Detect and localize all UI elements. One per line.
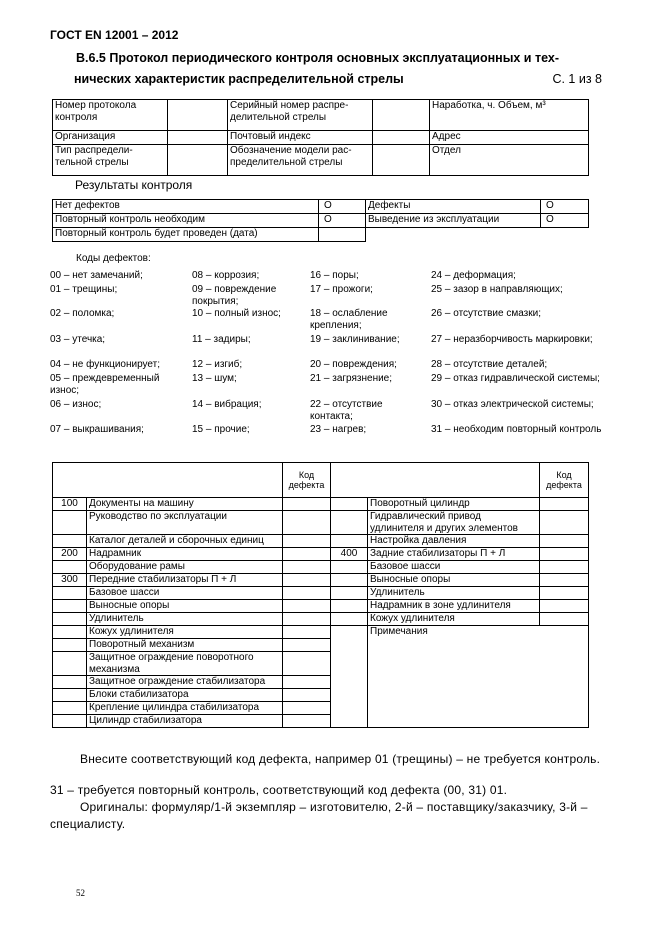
recheck-date-field[interactable]: [319, 228, 366, 242]
notes-gap-cell: [331, 626, 368, 728]
model-designation-field[interactable]: [373, 145, 430, 176]
table-header-row: [53, 463, 589, 498]
table-row: [53, 626, 589, 639]
defect-code-item: 13 – шум;: [192, 373, 237, 384]
defect-code-item: 23 – нагрев;: [310, 424, 367, 435]
defect-code-item: 27 – неразборчивость маркировки;: [431, 334, 593, 345]
item-name: Цилиндр стабилизатора: [87, 715, 283, 728]
group-number: [53, 689, 87, 702]
notes-field[interactable]: Примечания: [368, 626, 589, 728]
page-number: 52: [76, 888, 85, 898]
item-name: Поворотный механизм: [87, 639, 283, 652]
group-number: 300: [53, 574, 87, 587]
defect-code-item: 31 – необходим повторный контроль: [431, 424, 602, 435]
table-row: [53, 561, 589, 574]
group-number: [331, 535, 368, 548]
defect-code-field[interactable]: [283, 626, 331, 639]
recheck-date-label: Повторный контроль будет проведен (дата): [53, 228, 319, 242]
results-table: [52, 199, 589, 242]
group-number: [53, 626, 87, 639]
item-name: Защитное ограждение стабилизатора: [87, 676, 283, 689]
defect-code-item: 00 – нет замечаний;: [50, 270, 143, 281]
table-row: [53, 511, 589, 535]
defect-code-field[interactable]: [540, 535, 589, 548]
defect-code-field[interactable]: [540, 613, 589, 626]
item-name: Выносные опоры: [368, 574, 540, 587]
item-name: Оборудование рамы: [87, 561, 283, 574]
boom-type-label: Тип распредели-тельной стрелы: [53, 145, 168, 176]
defect-code-item: 17 – прожоги;: [310, 284, 373, 295]
defect-code-field[interactable]: [540, 587, 589, 600]
code-column-header: Код дефекта: [283, 463, 331, 498]
group-number: [53, 639, 87, 652]
defect-code-item: 06 – износ;: [50, 399, 102, 410]
code-column-header: Код дефекта: [540, 463, 589, 498]
defect-code-item: 16 – поры;: [310, 270, 359, 281]
table-row: [53, 498, 589, 511]
department-label: Отдел: [430, 145, 589, 176]
defect-code-field[interactable]: [283, 587, 331, 600]
group-number: [331, 574, 368, 587]
group-number: [331, 613, 368, 626]
item-name: Крепление цилиндра стабилизатора: [87, 702, 283, 715]
operating-hours-label: Наработка, ч. Объем, м³: [430, 100, 589, 131]
organization-label: Организация: [53, 131, 168, 145]
defect-code-item: 21 – загрязнение;: [310, 373, 393, 384]
table-row: [53, 548, 589, 561]
defect-code-item: 03 – утечка;: [50, 334, 106, 345]
defect-code-field[interactable]: [540, 561, 589, 574]
defect-code-field[interactable]: [283, 561, 331, 574]
decommission-checkbox[interactable]: О: [541, 214, 589, 228]
note-paragraph-1: Внесите соответствующий код дефекта, например 01 (трещины) – не требуется контроль.: [80, 752, 601, 766]
item-name: Защитное ограждение поворотного механизма: [87, 652, 283, 676]
section-title: [76, 48, 602, 90]
defect-code-field[interactable]: [540, 498, 589, 511]
group-number: [331, 511, 368, 535]
no-defects-checkbox[interactable]: О: [319, 200, 366, 214]
defect-code-field[interactable]: [283, 702, 331, 715]
item-name: Передние стабилизаторы П + Л: [87, 574, 283, 587]
model-designation-label: Обозначение модели рас-пределительной стрелы: [228, 145, 373, 176]
group-number: [331, 600, 368, 613]
defect-code-field[interactable]: [283, 511, 331, 535]
address-label: Адрес: [430, 131, 589, 145]
defect-code-field[interactable]: [283, 498, 331, 511]
note-paragraph-3: Оригиналы: формуляр/1-й экземпляр – изготовителю, 2-й – поставщику/заказчику, 3-й – специалисту.: [50, 800, 588, 831]
item-name: Гидравлический привод удлинителя и других элементов: [368, 511, 540, 535]
defect-code-item: 22 – отсутствие контакта;: [310, 399, 383, 422]
defect-code-item: 04 – не функционирует;: [50, 359, 161, 370]
defect-code-item: 15 – прочие;: [192, 424, 250, 435]
group-number: [331, 561, 368, 574]
item-name: Блоки стабилизатора: [87, 689, 283, 702]
header-blank-cell: [331, 463, 540, 498]
group-number: 400: [331, 548, 368, 561]
defect-code-field[interactable]: [283, 574, 331, 587]
organization-field[interactable]: [168, 131, 228, 145]
item-name: Кожух удлинителя: [368, 613, 540, 626]
defect-code-field[interactable]: [283, 548, 331, 561]
defect-code-field[interactable]: [540, 574, 589, 587]
defect-code-item: 08 – коррозия;: [192, 270, 260, 281]
table-row: [53, 613, 589, 626]
table-row: [53, 574, 589, 587]
group-number: [331, 498, 368, 511]
item-name: Базовое шасси: [368, 561, 540, 574]
group-number: [53, 613, 87, 626]
recheck-needed-checkbox[interactable]: О: [319, 214, 366, 228]
item-name: Выносные опоры: [87, 600, 283, 613]
item-name: Надрамник в зоне удлинителя: [368, 600, 540, 613]
item-name: Руководство по эксплуатации: [87, 511, 283, 535]
item-name: Задние стабилизаторы П + Л: [368, 548, 540, 561]
note-paragraph-2: 31 – требуется повторный контроль, соответствующий код дефекта (00, 31) 01.: [50, 783, 508, 797]
table-row: [53, 600, 589, 613]
postal-code-field[interactable]: [373, 131, 430, 145]
group-number: [53, 676, 87, 689]
item-name: Удлинитель: [87, 613, 283, 626]
group-number: [53, 652, 87, 676]
defect-code-field[interactable]: [283, 535, 331, 548]
item-name: Кожух удлинителя: [87, 626, 283, 639]
defect-code-item: 05 – преждевременный износ;: [50, 373, 160, 396]
defect-code-field[interactable]: [283, 639, 331, 652]
defect-code-item: 14 – вибрация;: [192, 399, 262, 410]
group-number: [53, 511, 87, 535]
defect-code-field[interactable]: [540, 511, 589, 535]
defects-checkbox[interactable]: О: [541, 200, 589, 214]
item-name: Надрамник: [87, 548, 283, 561]
defect-code-item: 11 – задиры;: [192, 334, 251, 345]
item-name: Удлинитель: [368, 587, 540, 600]
group-number: [53, 702, 87, 715]
defect-code-item: 26 – отсутствие смазки;: [431, 308, 541, 319]
group-number: [53, 587, 87, 600]
defect-code-item: 09 – повреждение покрытия;: [192, 284, 277, 307]
protocol-number-label: Номер протокола контроля: [53, 100, 168, 131]
defect-code-item: 24 – деформация;: [431, 270, 516, 281]
group-number: [53, 600, 87, 613]
defect-code-item: 19 – заклинивание;: [310, 334, 400, 345]
defect-code-item: 12 – изгиб;: [192, 359, 243, 370]
group-number: [53, 561, 87, 574]
group-number: [331, 587, 368, 600]
defect-code-field[interactable]: [283, 676, 331, 689]
defect-code-item: 02 – поломка;: [50, 308, 115, 319]
info-table: [52, 99, 589, 176]
defect-code-item: 30 – отказ электрической системы;: [431, 399, 594, 410]
defect-codes-title: Коды дефектов:: [76, 253, 151, 264]
protocol-number-field[interactable]: [168, 100, 228, 131]
defect-code-item: 01 – трещины;: [50, 284, 118, 295]
group-number: 200: [53, 548, 87, 561]
serial-number-field[interactable]: [373, 100, 430, 131]
item-name: Поворотный цилиндр: [368, 498, 540, 511]
defect-code-item: 18 – ослабление крепления;: [310, 308, 388, 331]
no-defects-label: Нет дефектов: [53, 200, 319, 214]
item-name: Базовое шасси: [87, 587, 283, 600]
title-line-1: В.6.5 Протокол периодического контроля основных эксплуатационных и тех-: [76, 51, 559, 65]
defect-code-item: 25 – зазор в направляющих;: [431, 284, 563, 295]
defect-code-item: 10 – полный износ;: [192, 308, 281, 319]
results-label: Результаты контроля: [75, 178, 193, 192]
defect-code-item: 29 – отказ гидравлической системы;: [431, 373, 600, 384]
group-number: 100: [53, 498, 87, 511]
table-row: [53, 535, 589, 548]
defect-code-field[interactable]: [283, 600, 331, 613]
item-name: Настройка давления: [368, 535, 540, 548]
serial-number-label: Серийный номер распре-делительной стрелы: [228, 100, 373, 131]
defect-code-field[interactable]: [540, 548, 589, 561]
defect-code-item: 20 – повреждения;: [310, 359, 397, 370]
page-label: С. 1 из 8: [552, 72, 602, 86]
document-code: ГОСТ EN 12001 – 2012: [50, 28, 179, 42]
defect-code-field[interactable]: [283, 613, 331, 626]
recheck-needed-label: Повторный контроль необходим: [53, 214, 319, 228]
defect-code-item: 07 – выкрашивания;: [50, 424, 144, 435]
table-row: [53, 587, 589, 600]
group-number: [53, 535, 87, 548]
postal-code-label: Почтовый индекс: [228, 131, 373, 145]
defect-code-item: 28 – отсутствие деталей;: [431, 359, 548, 370]
item-name: Документы на машину: [87, 498, 283, 511]
boom-type-field[interactable]: [168, 145, 228, 176]
header-blank-cell: [53, 463, 283, 498]
defects-label: Дефекты: [366, 200, 541, 214]
item-name: Каталог деталей и сборочных единиц: [87, 535, 283, 548]
defect-code-field[interactable]: [283, 689, 331, 702]
inspection-table: [52, 462, 589, 728]
defect-code-field[interactable]: [540, 600, 589, 613]
defect-code-field[interactable]: [283, 652, 331, 676]
group-number: [53, 715, 87, 728]
title-line-2: нических характеристик распределительной стрелы: [74, 72, 404, 86]
defect-code-field[interactable]: [283, 715, 331, 728]
decommission-label: Выведение из эксплуатации: [366, 214, 541, 228]
